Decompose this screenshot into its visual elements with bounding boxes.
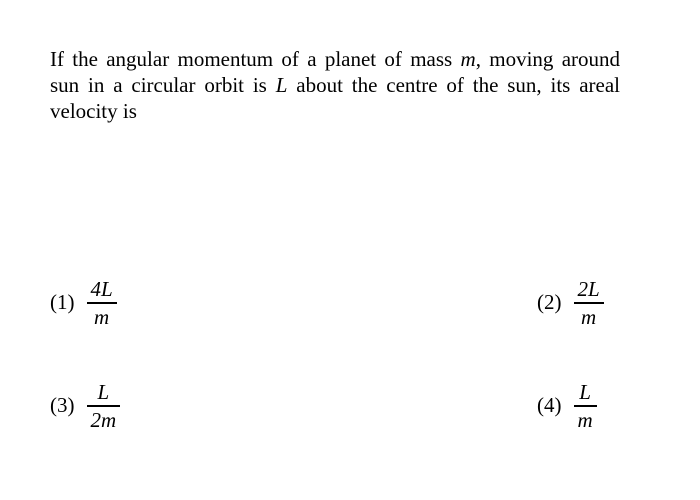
question-text-part-1: If the angular momentum of a planet of mass — [50, 47, 461, 71]
angular-momentum-variable: L — [275, 73, 288, 97]
question-text-part-2: , moving around sun in a circular orbit is — [50, 47, 621, 97]
option-2-number: (2) — [537, 290, 562, 315]
option-1[interactable] — [50, 277, 117, 329]
option-3-fraction — [87, 380, 121, 432]
option-2-fraction — [574, 277, 604, 329]
option-3[interactable] — [50, 380, 120, 432]
option-4-denominator: m — [577, 407, 593, 432]
option-4-numerator: L — [579, 380, 591, 404]
question-text — [50, 46, 620, 124]
option-2-numerator: 2L — [577, 277, 600, 301]
option-4-number: (4) — [537, 393, 562, 418]
option-3-denominator: 2m — [90, 407, 117, 432]
option-2[interactable] — [537, 277, 604, 329]
option-4[interactable] — [537, 380, 597, 432]
option-1-denominator: m — [94, 304, 110, 329]
option-4-fraction — [574, 380, 597, 432]
question-text-part-3: about the centre of the sun, its areal velocity is — [50, 73, 620, 123]
option-1-numerator: 4L — [90, 277, 113, 301]
option-1-fraction — [87, 277, 117, 329]
option-1-number: (1) — [50, 290, 75, 315]
mass-variable: m — [460, 47, 476, 71]
option-3-numerator: L — [97, 380, 110, 404]
option-2-denominator: m — [581, 304, 597, 329]
option-3-number: (3) — [50, 393, 75, 418]
